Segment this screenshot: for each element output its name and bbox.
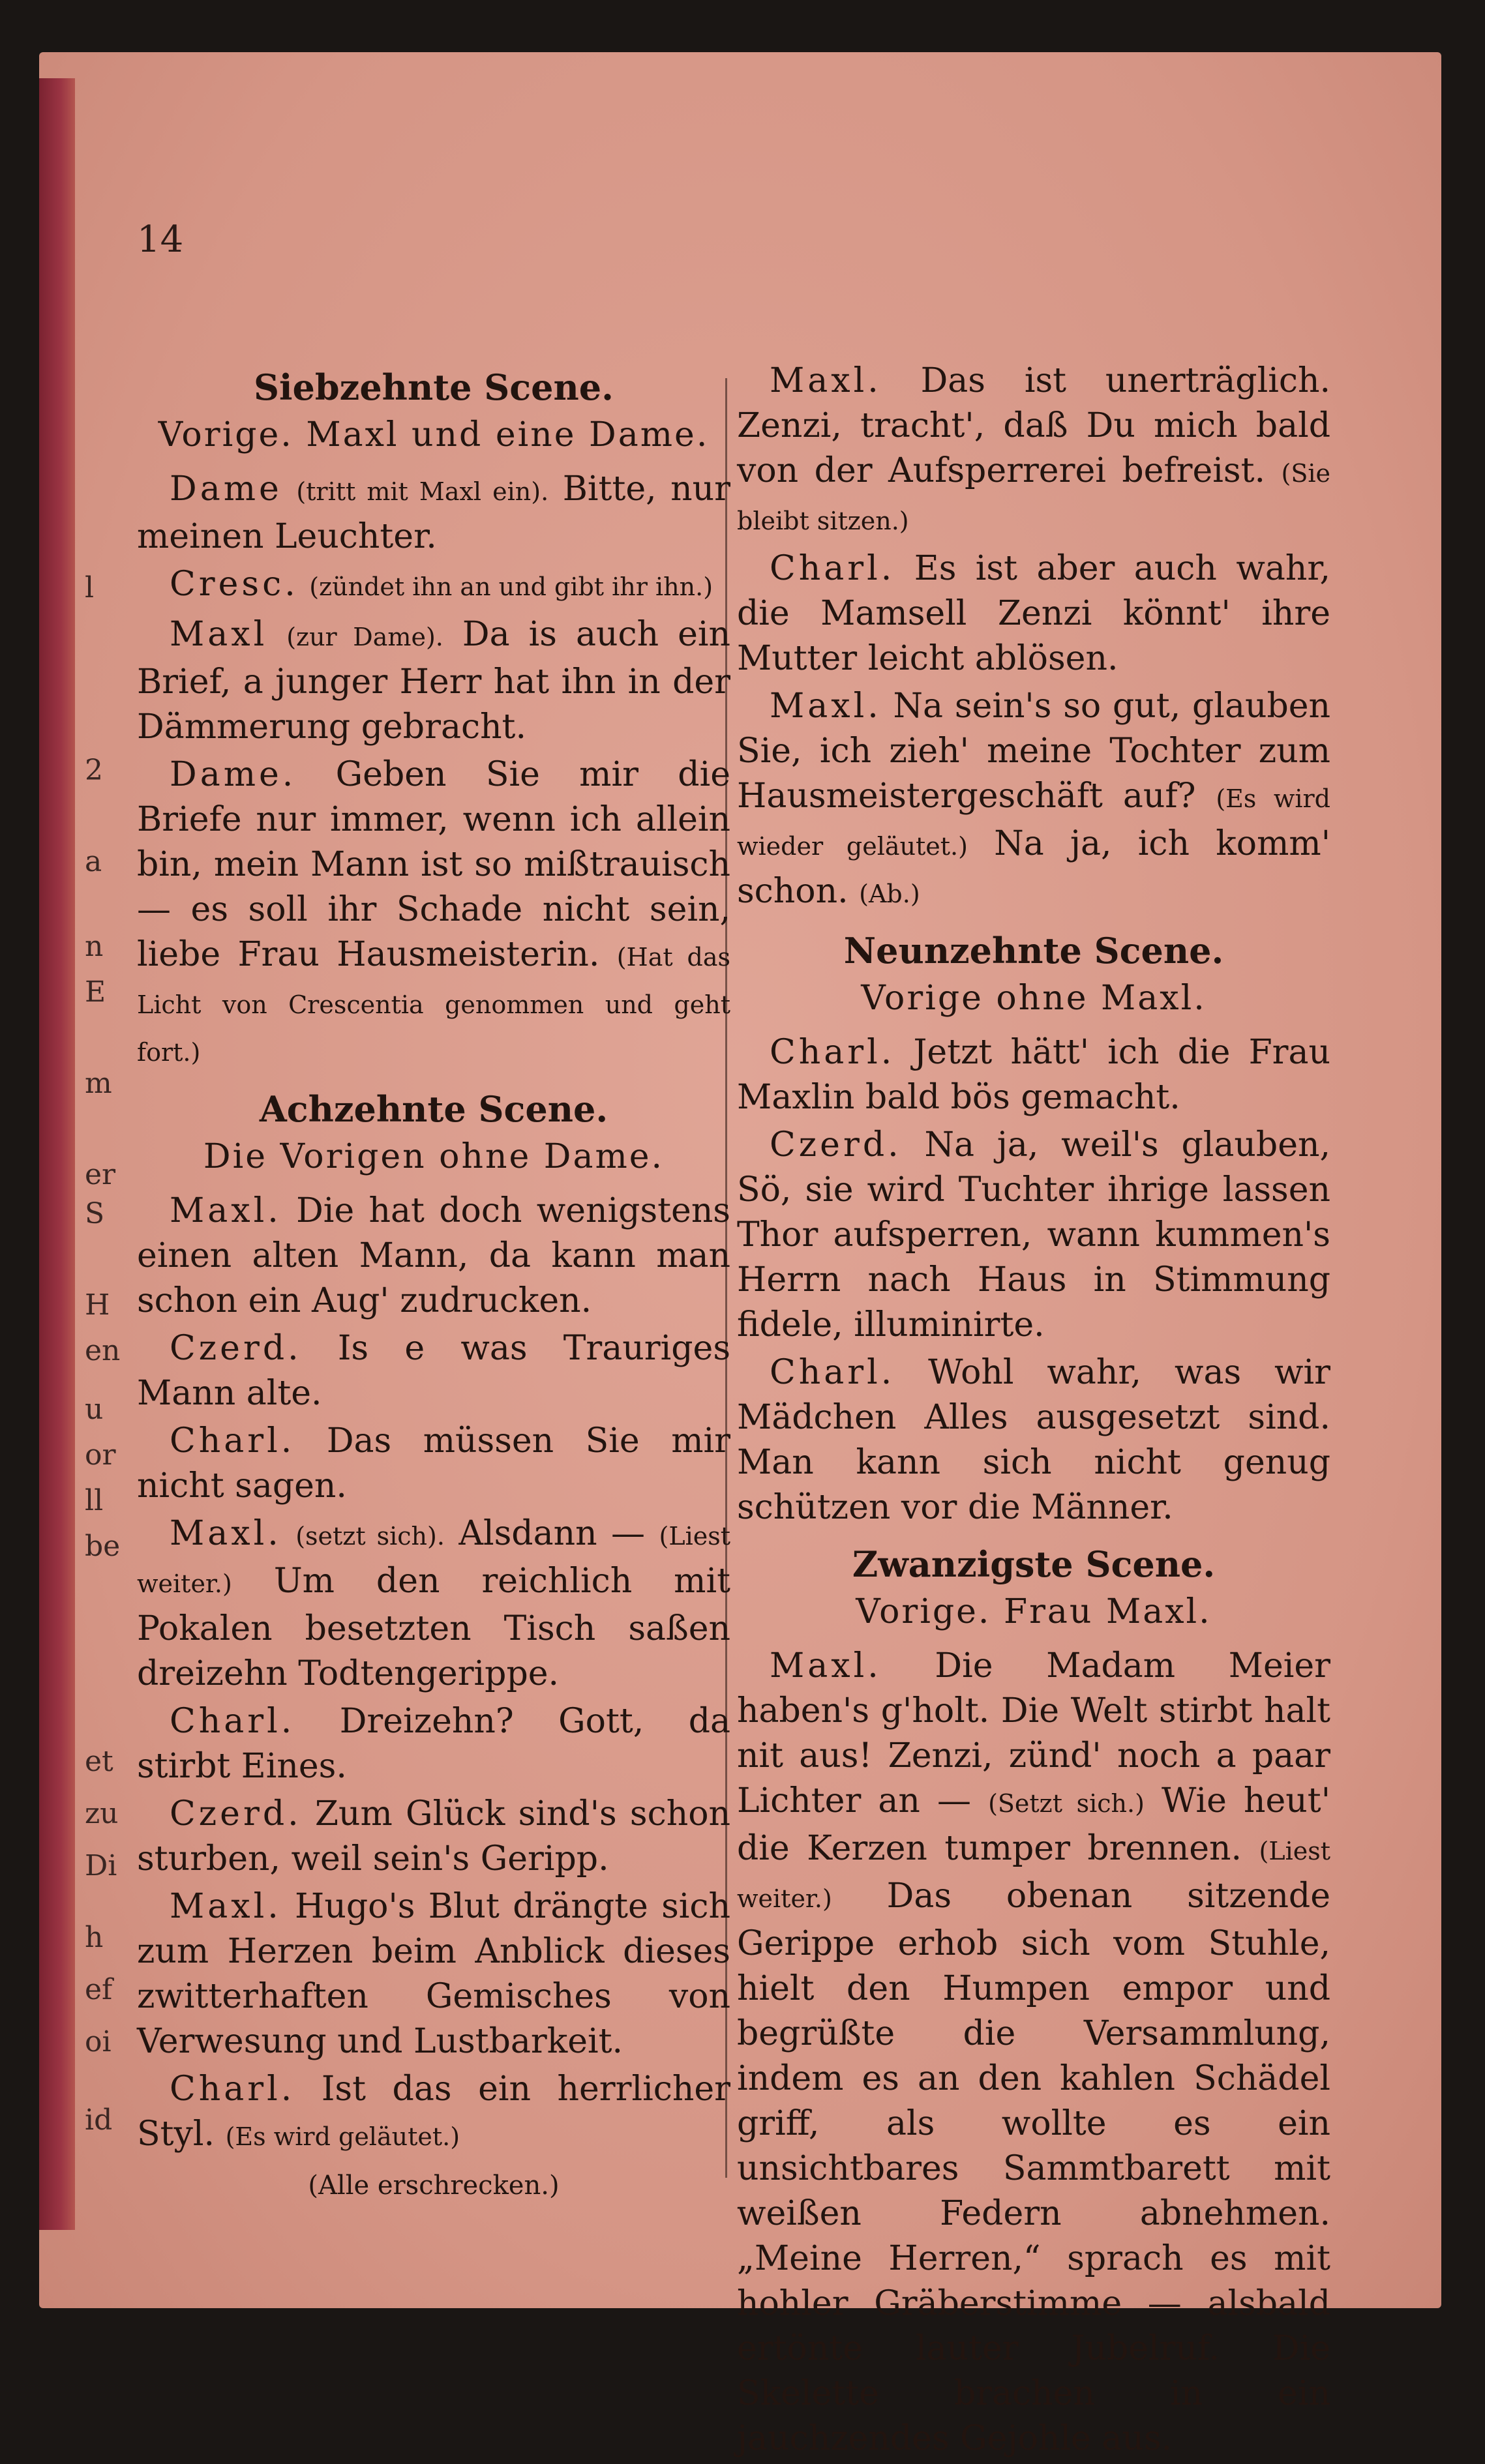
speaker: Charl.: [770, 1353, 895, 1392]
speaker: Charl.: [170, 2070, 295, 2109]
margin-fragment: oi: [85, 2025, 112, 2058]
margin-fragment: m: [85, 1067, 112, 1100]
speaker: Charl.: [770, 549, 895, 588]
dialogue: Die Madam Meier haben's g'holt. Die Welt stirbt halt nit aus! Zenzi, zünd' noch a paar Lichter an —: [737, 1646, 1331, 1820]
margin-fragment: ef: [85, 1973, 113, 2006]
speech: [737, 1030, 1330, 1120]
speech: [137, 1699, 730, 1789]
stage-direction: (Sie bleibt sitzen.): [737, 459, 1330, 535]
margin-fragment: a: [85, 845, 102, 878]
speech: [137, 562, 730, 610]
dialogue: Wie heut' die Kerzen tumper brennen.: [737, 1781, 1330, 1868]
stage-direction: (Hat das Licht von Crescentia genommen und geht fort.): [137, 943, 731, 1067]
speech: [737, 684, 1330, 917]
speech: [137, 612, 730, 750]
speech: [737, 1350, 1330, 1530]
speech: [737, 1123, 1330, 1348]
speech: [137, 1511, 730, 1697]
margin-fragment: er: [85, 1158, 116, 1191]
stage-direction: (Liest weiter.): [737, 1837, 1331, 1913]
dialogue: Das ist unerträglich. Zenzi, tracht', daß Du mich bald von der Aufsperrerei befreist.: [737, 361, 1330, 490]
stage-direction: (setzt sich).: [295, 1522, 445, 1551]
dialogue: Wohl wahr, was wir Mädchen Alles ausgesetzt sind. Man kann sich nicht genug schützen vor die Männer.: [737, 1353, 1330, 1527]
stage-direction: (Es wird geläutet.): [225, 2122, 460, 2151]
speech: [137, 1419, 730, 1509]
scene-characters: Vorige. Frau Maxl.: [856, 1592, 1212, 1631]
margin-fragment: 2: [85, 754, 103, 787]
margin-fragment: l: [85, 571, 95, 604]
margin-fragment: E: [85, 975, 106, 1009]
scene-heading: Zwanzigste Scene.: [852, 1543, 1216, 1585]
dialogue: Na sein's so gut, glauben Sie, ich zieh' meine Tochter zum Hausmeistergeschäft auf?: [737, 687, 1330, 816]
scene-characters: Die Vorigen ohne Dame.: [203, 1137, 665, 1176]
speech: [137, 752, 730, 1075]
scene-heading: Achzehnte Scene.: [259, 1088, 608, 1130]
speech: [737, 1644, 1330, 2461]
speech: [137, 1189, 730, 1324]
speaker: Czerd.: [170, 1329, 302, 1368]
speech: [737, 359, 1330, 544]
dialogue: Na ja, ich komm' schon.: [737, 824, 1330, 911]
stage-direction: (zündet ihn an und gibt ihr ihn.): [309, 572, 713, 601]
speaker: Czerd.: [770, 1125, 902, 1165]
speaker: Maxl.: [170, 1191, 282, 1230]
scene-heading: Siebzehnte Scene.: [254, 366, 614, 408]
speaker: Dame: [170, 469, 282, 509]
speaker: Czerd.: [170, 1794, 302, 1833]
dialogue: Das müssen Sie mir nicht sagen.: [137, 1421, 730, 1506]
speech: [137, 1326, 730, 1416]
stage-direction: (Ab.): [859, 880, 920, 908]
dialogue: Is e was Trauriges Mann alte.: [137, 1329, 731, 1413]
dialogue: Es ist aber auch wahr, die Mamsell Zenzi könnt' ihre Mutter leicht ablösen.: [737, 549, 1330, 678]
page-number: 14: [137, 218, 184, 261]
speech: [137, 467, 730, 559]
speaker: Dame.: [170, 755, 297, 794]
dialogue: Geben Sie mir die Briefe nur immer, wenn ich allein bin, mein Mann ist so mißtrauisch — es soll ihr Schade nicht sein, liebe Frau Hausmeisterin.: [137, 755, 730, 974]
dialogue: Ist das ein herrlicher Styl.: [137, 2070, 730, 2154]
speaker: Charl.: [170, 1702, 295, 1741]
margin-fragment: H: [85, 1288, 110, 1322]
book-spine: [39, 78, 75, 2230]
stage-direction: (Alle erschrecken.): [308, 2171, 560, 2201]
margin-fragment: be: [85, 1530, 121, 1563]
margin-fragment: n: [85, 930, 104, 963]
speaker: Maxl.: [770, 1646, 882, 1685]
stage-direction: (Liest weiter.): [137, 1522, 731, 1598]
speaker: Cresc.: [170, 565, 299, 604]
speech: [737, 546, 1330, 681]
dialogue: Das obenan sitzende Gerippe erhob sich vom Stuhle, hielt den Humpen empor und begrüßte die Versammlung, indem es an den kahlen Schädel griff, als wollte es ein unsichtbares Sammtbarett mit weißen Federn abnehmen. „Meine Herren,“ sprach es mit hohler Gräberstimme — alsbald ertönte lauter Jubelruf. Die Skelette brachen in ein jauchzendes Gejohle aus.: [737, 1877, 1330, 2458]
speaker: Maxl.: [770, 361, 882, 400]
margin-fragment: Di: [85, 1849, 117, 1882]
dialogue: Zum Glück sind's schon sturben, weil sein's Geripp.: [137, 1794, 731, 1878]
margin-fragment: u: [85, 1393, 104, 1426]
speaker: Charl.: [170, 1421, 295, 1461]
dialogue: Dreizehn? Gott, da stirbt Eines.: [137, 1702, 730, 1786]
margin-fragment: id: [85, 2103, 113, 2137]
dialogue: Die hat doch wenigstens einen alten Mann, da kann man schon ein Aug' zudrucken.: [137, 1191, 730, 1320]
dialogue: Um den reichlich mit Pokalen besetzten Tisch saßen dreizehn Todtengerippe.: [137, 1562, 731, 1693]
dialogue: Da is auch ein Brief, a junger Herr hat ihn in der Dämmerung gebracht.: [137, 615, 730, 747]
stage-direction: (zur Dame).: [286, 623, 443, 651]
speaker: Maxl.: [770, 687, 882, 726]
speaker: Charl.: [770, 1033, 895, 1072]
dialogue: Hugo's Blut drängte sich zum Herzen beim Anblick dieses zwitterhaften Gemisches von Verwesung und Lustbarkeit.: [137, 1887, 730, 2061]
speaker: Maxl.: [170, 1514, 282, 1553]
margin-fragment: S: [85, 1197, 105, 1230]
scene-characters: Vorige ohne Maxl.: [861, 979, 1207, 1018]
margin-fragment: h: [85, 1921, 104, 1954]
dialogue: Jetzt hätt' ich die Frau Maxlin bald bös gemacht.: [737, 1033, 1331, 1117]
left-column: [137, 359, 730, 2218]
scene-heading: Neunzehnte Scene.: [843, 930, 1224, 972]
margin-fragment: en: [85, 1334, 121, 1367]
speech: [137, 1792, 730, 1882]
speaker: Maxl: [170, 615, 268, 654]
dialogue: Alsdann —: [458, 1514, 646, 1553]
right-column: [737, 359, 1330, 2464]
stage-direction: (Setzt sich.): [988, 1789, 1145, 1818]
margin-fragment: zu: [85, 1797, 119, 1830]
speaker: Maxl.: [170, 1887, 282, 1926]
stage-direction: (tritt mit Maxl ein).: [296, 477, 549, 506]
speech: [137, 2067, 730, 2160]
book-page: [39, 52, 1441, 2458]
dialogue: Bitte, nur meinen Leuchter.: [137, 469, 731, 556]
margin-fragment: or: [85, 1438, 116, 1472]
scene-characters: Vorige. Maxl und eine Dame.: [158, 415, 710, 454]
margin-fragment: ll: [85, 1484, 104, 1517]
stage-direction: (Es wird wieder geläutet.): [737, 784, 1330, 861]
speech: [137, 1884, 730, 2064]
margin-fragment: et: [85, 1745, 113, 1778]
dialogue: Na ja, weil's glauben, Sö, sie wird Tuchter ihrige lassen Thor aufsperren, wann kummen's Herrn nach Haus in Stimmung fidele, illuminirte.: [737, 1125, 1330, 1344]
